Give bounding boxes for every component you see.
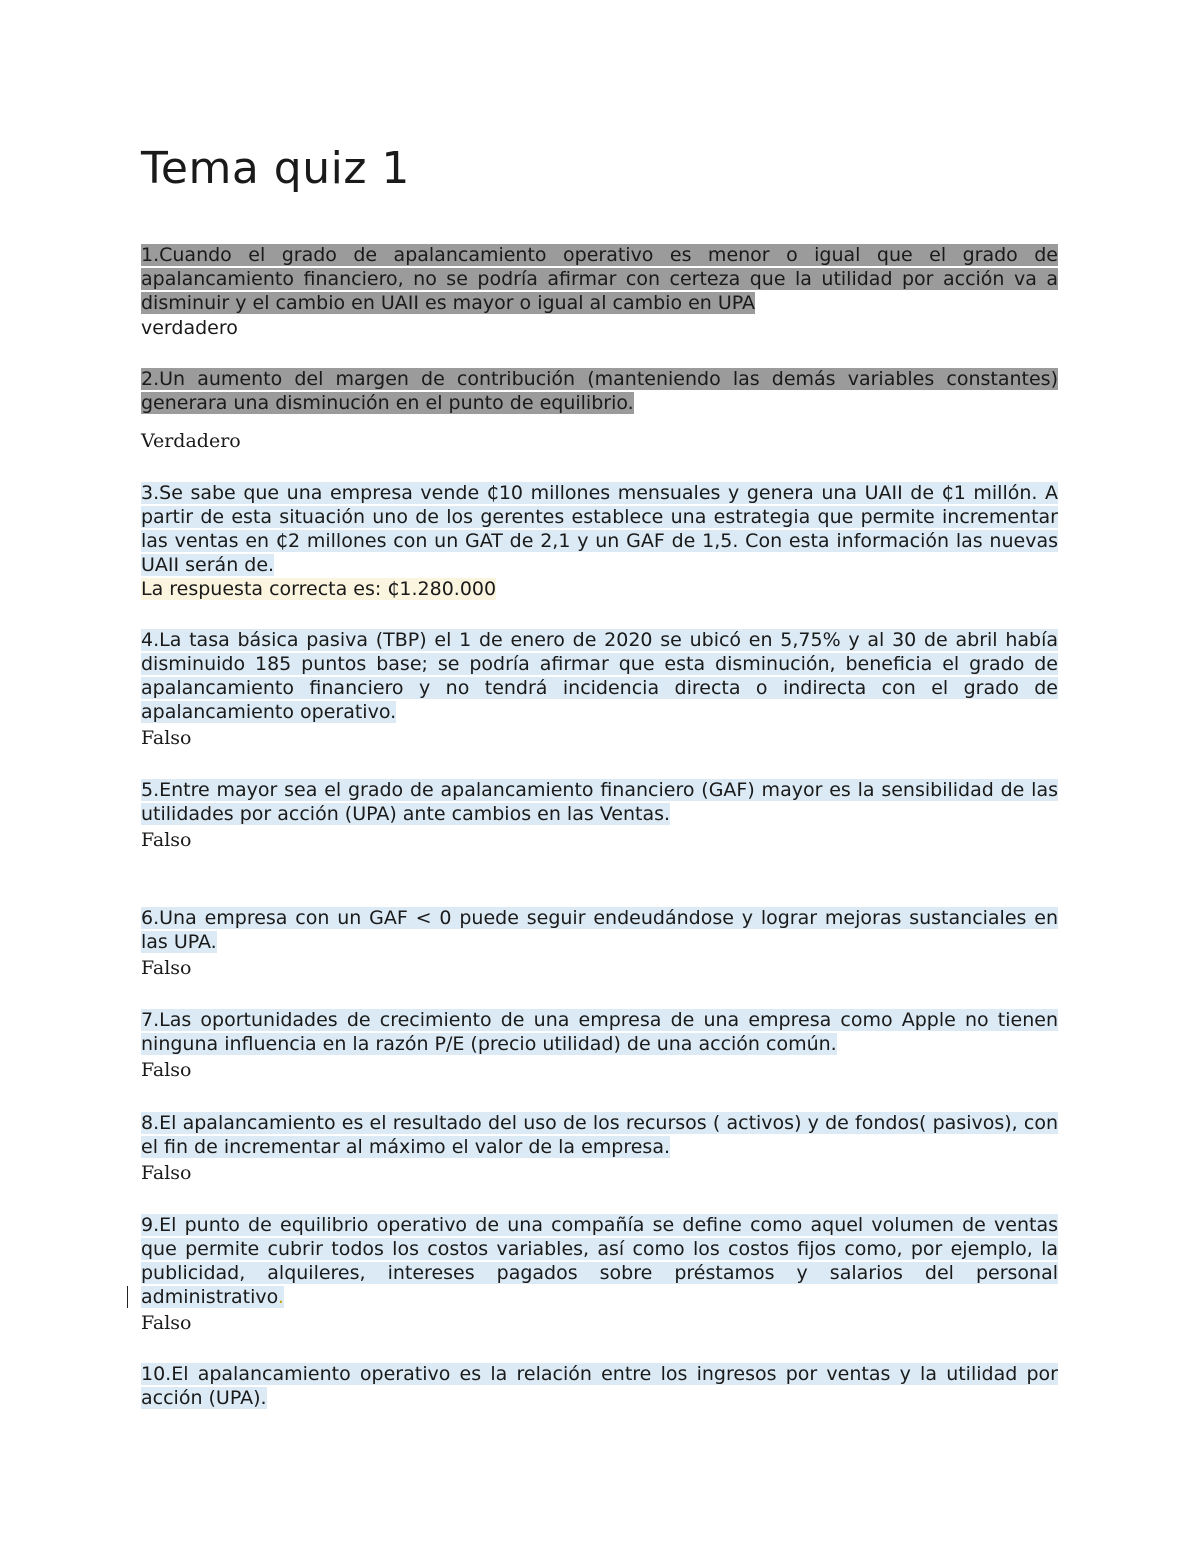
answer-9: Falso	[141, 1312, 192, 1334]
answer-8: Falso	[141, 1162, 192, 1184]
answer-3	[141, 577, 496, 601]
answer-2: Verdadero	[141, 430, 241, 452]
question-1-text: 1.Cuando el grado de apalancamiento operativo es menor o igual que el grado de apalancamiento financiero, no se podría afirmar con certeza que la utilidad por acción va a disminuir y el cambio en UAII es mayor o igual al cambio en UPA	[141, 244, 1058, 314]
question-9-mark: .	[277, 1286, 284, 1308]
question-6	[141, 906, 1058, 954]
page-title: Tema quiz 1	[141, 143, 410, 194]
question-9-text: 9.El punto de equilibrio operativo de una compañía se define como aquel volumen de ventas que permite cubrir todos los costos variables, así como los costos fijos como, por ejemplo, la publicidad, alquileres, intereses pagados sobre préstamos y salarios del personal administrativo	[141, 1214, 1058, 1308]
question-1	[141, 243, 1058, 315]
question-3-text: 3.Se sabe que una empresa vende ₵10 millones mensuales y genera una UAII de ₵1 millón. A partir de esta situación uno de los gerentes establece una estrategia que permite incrementar las ventas en ₵2 millones con un GAT de 2,1 y un GAF de 1,5. Con esta información las nuevas UAII serán de.	[141, 482, 1058, 576]
question-2-text: 2.Un aumento del margen de contribución (manteniendo las demás variables constantes) generara una disminución en el punto de equilibrio.	[141, 368, 1058, 414]
question-8-text: 8.El apalancamiento es el resultado del uso de los recursos ( activos) y de fondos( pasivos), con el fin de incrementar al máximo el valor de la empresa.	[141, 1112, 1058, 1158]
answer-7: Falso	[141, 1059, 192, 1081]
answer-6: Falso	[141, 957, 192, 979]
answer-4: Falso	[141, 727, 192, 749]
question-7-text: 7.Las oportunidades de crecimiento de una empresa de una empresa como Apple no tienen ninguna influencia en la razón P/E (precio utilidad) de una acción común.	[141, 1009, 1058, 1055]
answer-1: verdadero	[141, 317, 238, 339]
question-2	[141, 367, 1058, 415]
question-7	[141, 1008, 1058, 1056]
question-4	[141, 628, 1058, 724]
question-3	[141, 481, 1058, 577]
question-6-text: 6.Una empresa con un GAF < 0 puede seguir endeudándose y lograr mejoras sustanciales en las UPA.	[141, 907, 1058, 953]
answer-5: Falso	[141, 829, 192, 851]
question-10	[141, 1362, 1058, 1410]
text-cursor	[127, 1286, 128, 1308]
question-4-text: 4.La tasa básica pasiva (TBP) el 1 de enero de 2020 se ubicó en 5,75% y al 30 de abril había disminuido 185 puntos base; se podría afirmar que esta disminución, beneficia el grado de apalancamiento financiero y no tendrá incidencia directa o indirecta con el grado de apalancamiento operativo.	[141, 629, 1058, 723]
question-5-text: 5.Entre mayor sea el grado de apalancamiento financiero (GAF) mayor es la sensibilidad de las utilidades por acción (UPA) ante cambios en las Ventas.	[141, 779, 1058, 825]
question-10-text: 10.El apalancamiento operativo es la relación entre los ingresos por ventas y la utilidad por acción (UPA).	[141, 1363, 1058, 1409]
question-5	[141, 778, 1058, 826]
answer-3-text: La respuesta correcta es: ₵1.280.000	[141, 578, 497, 600]
question-8	[141, 1111, 1058, 1159]
question-9	[141, 1213, 1058, 1309]
